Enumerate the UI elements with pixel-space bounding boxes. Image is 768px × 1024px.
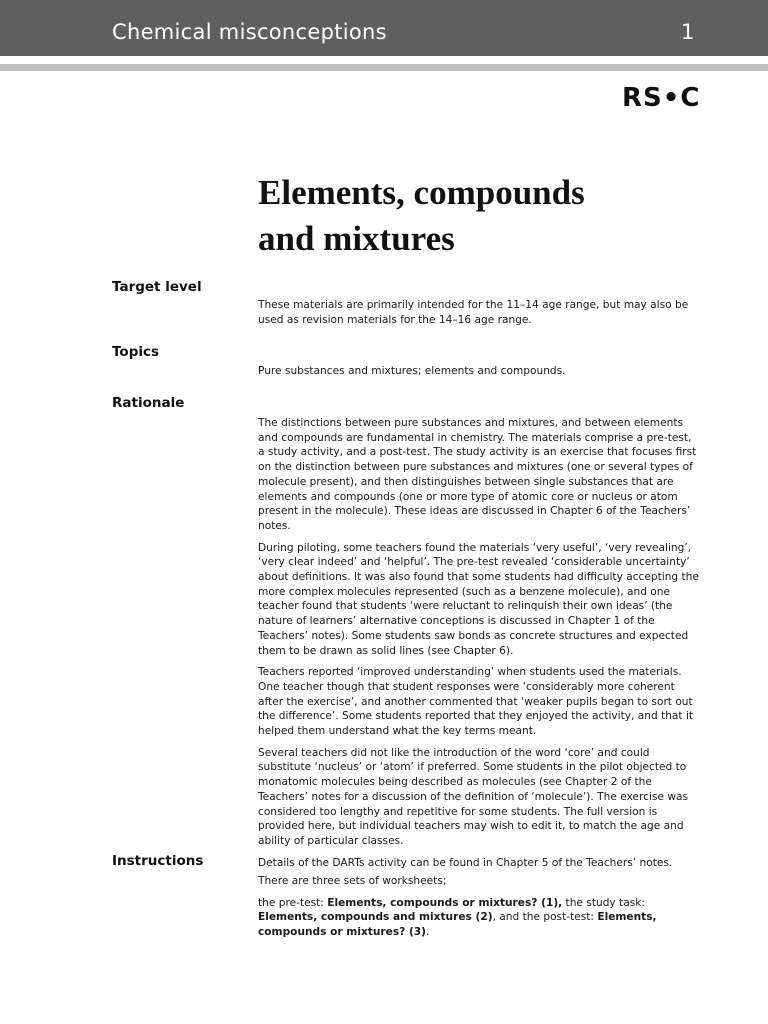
target-level-text: These materials are primarily intended for the 11–14 age range, but may also be used as revision materials for the 14–16 age range.: [258, 299, 689, 326]
section-label-topics: Topics: [112, 344, 160, 360]
section-label-instructions: Instructions: [112, 853, 204, 869]
instructions-text-3: , and the post-test:: [492, 911, 598, 924]
header-bar: [0, 0, 768, 56]
instructions-text-2: the study task:: [562, 896, 645, 909]
rationale-paragraph: Several teachers did not like the introduction of the word ‘core’ and could substitute ‘nucleus’ or ‘atom’ if preferred. Some students in the pilot objected to monatomic molecules being described as molecules (see Chapter 2 of the Teachers’ notes for a discussion of the definition of ‘molecule’). The exercise was considered too lengthy and repetitive for some students. The full version is provided here, but individual teachers may wish to edit it, to match the age and ability of particular classes.: [258, 746, 689, 847]
section-body-topics: [258, 364, 700, 386]
document-title-line-1: Elements, compounds: [258, 173, 585, 212]
worksheet-title-3: Elements, compounds or mixtures? (3): [258, 911, 657, 939]
rationale-paragraph: During piloting, some teachers found the materials ‘very useful’, ‘very revealing’, ‘very clear indeed’ and ‘helpful’. The pre-test revealed ‘considerable uncertainty’ about definitions. It was also found that some students had difficulty accepting the more complex molecules represented (such as a benzene molecule), and one teacher found that students ‘were reluctant to relinquish their own ideas’ (the nature of learners’ alternative conceptions is discussed in Chapter 1 of the Teachers’ notes). Some students saw bonds as concrete structures and expected them to be drawn as solid lines (see Chapter 6).: [258, 541, 699, 657]
topics-text: Pure substances and mixtures; elements and compounds.: [258, 365, 566, 377]
section-body-rationale: [258, 416, 700, 877]
instructions-worksheets: [258, 896, 700, 940]
header-rule: [0, 64, 768, 71]
document-title: [258, 170, 718, 262]
instructions-text-1: the pre-test:: [258, 896, 328, 909]
page-number: 1: [681, 20, 695, 44]
header-title: Chemical misconceptions: [112, 20, 387, 44]
section-body-target-level: [258, 298, 700, 334]
worksheet-title-2: Elements, compounds and mixtures (2): [258, 911, 493, 924]
rsc-logo: RS•C: [622, 83, 701, 113]
rationale-paragraph: Details of the DARTs activity can be found in Chapter 5 of the Teachers’ notes.: [258, 856, 673, 869]
rationale-paragraph: The distinctions between pure substances and mixtures, and between elements and compounds are fundamental in chemistry. The materials comprise a pre-test, a study activity, and a post-test. The study activity is an exercise that focuses first on the distinction between pure substances and mixtures (one or several types of molecule present), and then distinguishes between single substances that are elements and compounds (one or more type of atomic core or nucleus or atom present in the molecule). These ideas are discussed in Chapter 6 of the Teachers’ notes.: [258, 417, 697, 532]
section-label-rationale: Rationale: [112, 395, 185, 411]
document-title-line-2: and mixtures: [258, 219, 455, 258]
rationale-paragraph: Teachers reported ‘improved understanding’ when students used the materials. One teacher though that student responses were ‘considerably more coherent after the exercise’, and another commented that ‘weaker pupils began to sort out the difference’. Some students reported that they enjoyed the activity, and that it helped them understand what the key terms meant.: [258, 666, 694, 738]
worksheet-title-1: Elements, compounds or mixtures? (1),: [327, 896, 563, 909]
instructions-intro: There are three sets of worksheets;: [258, 875, 447, 887]
instructions-text-4: .: [426, 926, 430, 939]
section-label-target-level: Target level: [112, 279, 202, 295]
section-body-instructions: [258, 874, 700, 947]
